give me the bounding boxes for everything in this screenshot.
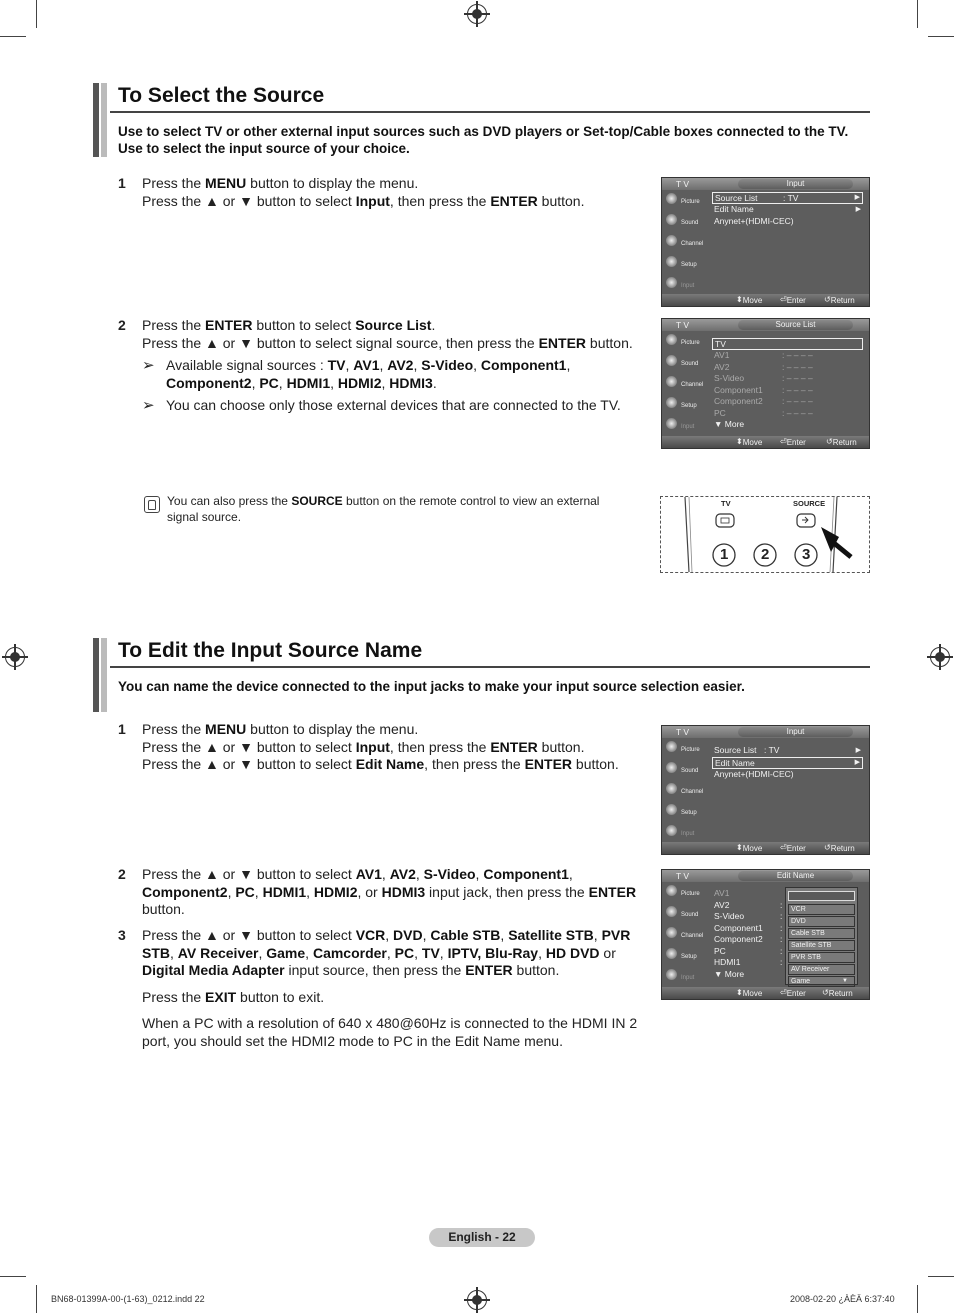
registration-mark-icon [930, 647, 950, 667]
osd-row: S-Video : – – – – [714, 373, 813, 383]
setup-icon [666, 804, 677, 815]
remote-source-label: SOURCE [793, 499, 826, 508]
remote-button-3: 3 [802, 546, 811, 563]
osd-row: Component2 : – – – – [714, 396, 813, 406]
file-info: BN68-01399A-00-(1-63)_0212.indd 22 [51, 1294, 205, 1304]
note-icon [144, 496, 160, 513]
step-2: 2 Press the ▲ or ▼ button to select AV1, AV2, S-Video, Component1, Component2, PC, HDMI1, HDMI2, or HDMI3 input jack, then press the ENTER button. [118, 866, 637, 917]
section-rule [110, 666, 870, 668]
osd-row: TV [712, 338, 863, 350]
crop-mark [36, 0, 37, 28]
osd-source-list: T V Source List Picture Sound Channel Setup Input TV AV1 : – – – – AV2 : – – – – S-Video : – – – – Component1 : – – – – Component2 : – – – – PC : – – – – ▼ More ⬍ Move ⏎ Enter ↺ Return [661, 318, 870, 449]
dropdown-option: DVD [788, 916, 855, 927]
remote-button-2: 2 [761, 546, 770, 563]
setup-icon [666, 256, 677, 267]
picture-icon [666, 334, 677, 345]
crop-mark [0, 36, 26, 37]
chevron-down-icon: ▼ [842, 978, 848, 984]
channel-icon [666, 376, 677, 387]
crop-mark [917, 0, 918, 28]
remote-button-1: 1 [720, 546, 729, 563]
crop-mark [928, 36, 954, 37]
picture-icon [666, 885, 677, 896]
step-1: 1 Press the MENU button to display the menu. Press the ▲ or ▼ button to select Input, then press the ENTER button. Press the ▲ or ▼ button to select Edit Name, then press the ENTER button. [118, 721, 619, 772]
remote-control-illustration [660, 496, 870, 573]
osd-row: Anynet+(HDMI-CEC) [714, 768, 794, 779]
osd-row: Component1 : – – – – [714, 384, 813, 395]
channel-icon [666, 235, 677, 246]
dropdown-option: VCR [788, 904, 855, 915]
registration-mark-icon [467, 1290, 487, 1310]
osd-row: HDMI1 : [714, 957, 783, 967]
sound-icon [666, 906, 677, 917]
page-number-badge: English - 22 [429, 1228, 535, 1247]
edit-name-dropdown [785, 887, 858, 985]
tip-text: You can also press the SOURCE button on the remote control to view an external signal source. [167, 494, 600, 524]
osd-row: AV2 : [714, 899, 783, 910]
dropdown-option: Satellite STB [788, 940, 855, 951]
dropdown-option [788, 891, 855, 901]
osd-input-menu-edit: T V Input Picture Sound Channel Setup Input Source List : TV ▶ Edit Name ▶ Anynet+(HDMI-CEC) ⬍ Move ⏎ Enter ↺ Return [661, 725, 870, 855]
section-intro: Use to select TV or other external input sources such as DVD players or Set-top/Cable boxes connected to the TV. Use to select the input source of your choice. [118, 124, 849, 156]
crop-mark [0, 1276, 26, 1277]
osd-row: AV1 [714, 888, 730, 898]
crop-mark [36, 1285, 37, 1313]
sound-icon [666, 355, 677, 366]
picture-icon [666, 193, 677, 204]
section-title: To Select the Source [118, 84, 325, 107]
osd-row: S-Video : [714, 911, 783, 921]
osd-edit-name: T V Edit Name Picture Sound Channel Setup Input AV1 AV2 : S-Video : Component1 : Component2 : PC : HDMI1 : ▼ More VCR DVD Cable STB Satellite STB PVR STB AV Receiver Game ▼ ⬍ Move ⏎ Enter ↺ Return [661, 869, 870, 1000]
registration-mark-icon [5, 647, 25, 667]
input-icon [666, 277, 677, 288]
section-accent-bar [93, 638, 109, 712]
input-icon [666, 969, 677, 980]
step-1: 1 Press the MENU button to display the menu. Press the ▲ or ▼ button to select Input, then press the ENTER button. [118, 175, 585, 209]
sound-icon [666, 214, 677, 225]
osd-row: Component2 : [714, 934, 783, 944]
osd-row: AV1 : – – – – [714, 350, 813, 360]
osd-row: AV2 : – – – – [714, 361, 813, 372]
channel-icon [666, 927, 677, 938]
osd-row: Component1 : [714, 922, 783, 933]
osd-row: Source List : TV ▶ [714, 745, 861, 755]
osd-row: Edit Name ▶ [714, 204, 861, 214]
picture-icon [666, 741, 677, 752]
osd-row-more: ▼ More [714, 968, 745, 979]
section-title: To Edit the Input Source Name [118, 639, 423, 662]
osd-row: Anynet+(HDMI-CEC) [714, 215, 794, 226]
osd-row: PC : – – – – [714, 407, 813, 418]
dropdown-option: Cable STB [788, 928, 855, 939]
crop-mark [928, 1276, 954, 1277]
setup-icon [666, 948, 677, 959]
remote-tv-label: TV [721, 499, 731, 508]
step-2: 2 Press the ENTER button to select Source List. Press the ▲ or ▼ button to select signal source, then press the ENTER button. ➢ Available signal sources : TV, AV1, AV2, S-Video, Component1, Component2, PC, HDMI1, HDMI2, HDMI3. ➢ You can choose only those external devices that are connected to the TV. [118, 317, 633, 414]
crop-mark [917, 1285, 918, 1313]
sound-icon [666, 762, 677, 773]
dropdown-option: PVR STB [788, 952, 855, 963]
registration-mark-icon [467, 4, 487, 24]
input-icon [666, 418, 677, 429]
channel-icon [666, 783, 677, 794]
setup-icon [666, 397, 677, 408]
section-accent-bar [93, 83, 109, 157]
osd-row: PC : [714, 945, 783, 956]
print-date: 2008-02-20 ¿ÀÈÄ 6:37:40 [790, 1294, 895, 1304]
input-icon [666, 825, 677, 836]
osd-row-more: ▼ More [714, 419, 745, 429]
osd-row: Source List : TV ▶ [712, 192, 863, 204]
osd-input-menu: T V Input Picture Sound Channel Setup Input Source List : TV ▶ Edit Name ▶ Anynet+(HDMI-CEC) ⬍ Move ⏎ Enter ↺ Return [661, 177, 870, 307]
section-intro: You can name the device connected to the input jacks to make your input source selection easier. [118, 679, 745, 694]
dropdown-option: AV Receiver [788, 964, 855, 975]
osd-row: Edit Name ▶ [712, 757, 863, 769]
dropdown-option: Game ▼ [788, 976, 855, 987]
section-rule [110, 111, 870, 113]
step-3: 3 Press the ▲ or ▼ button to select VCR, DVD, Cable STB, Satellite STB, PVR STB, AV Receiver, Game, Camcorder, PC, TV, IPTV, Blu-Ray, HD DVD or Digital Media Adapter input source, then press the ENTER button. Press the EXIT button to exit. When a PC with a resolution of 640 x 480@60Hz is connected to the HDMI IN 2 port, you should set the HDMI2 mode to PC in the Edit Name menu. [118, 927, 638, 1049]
